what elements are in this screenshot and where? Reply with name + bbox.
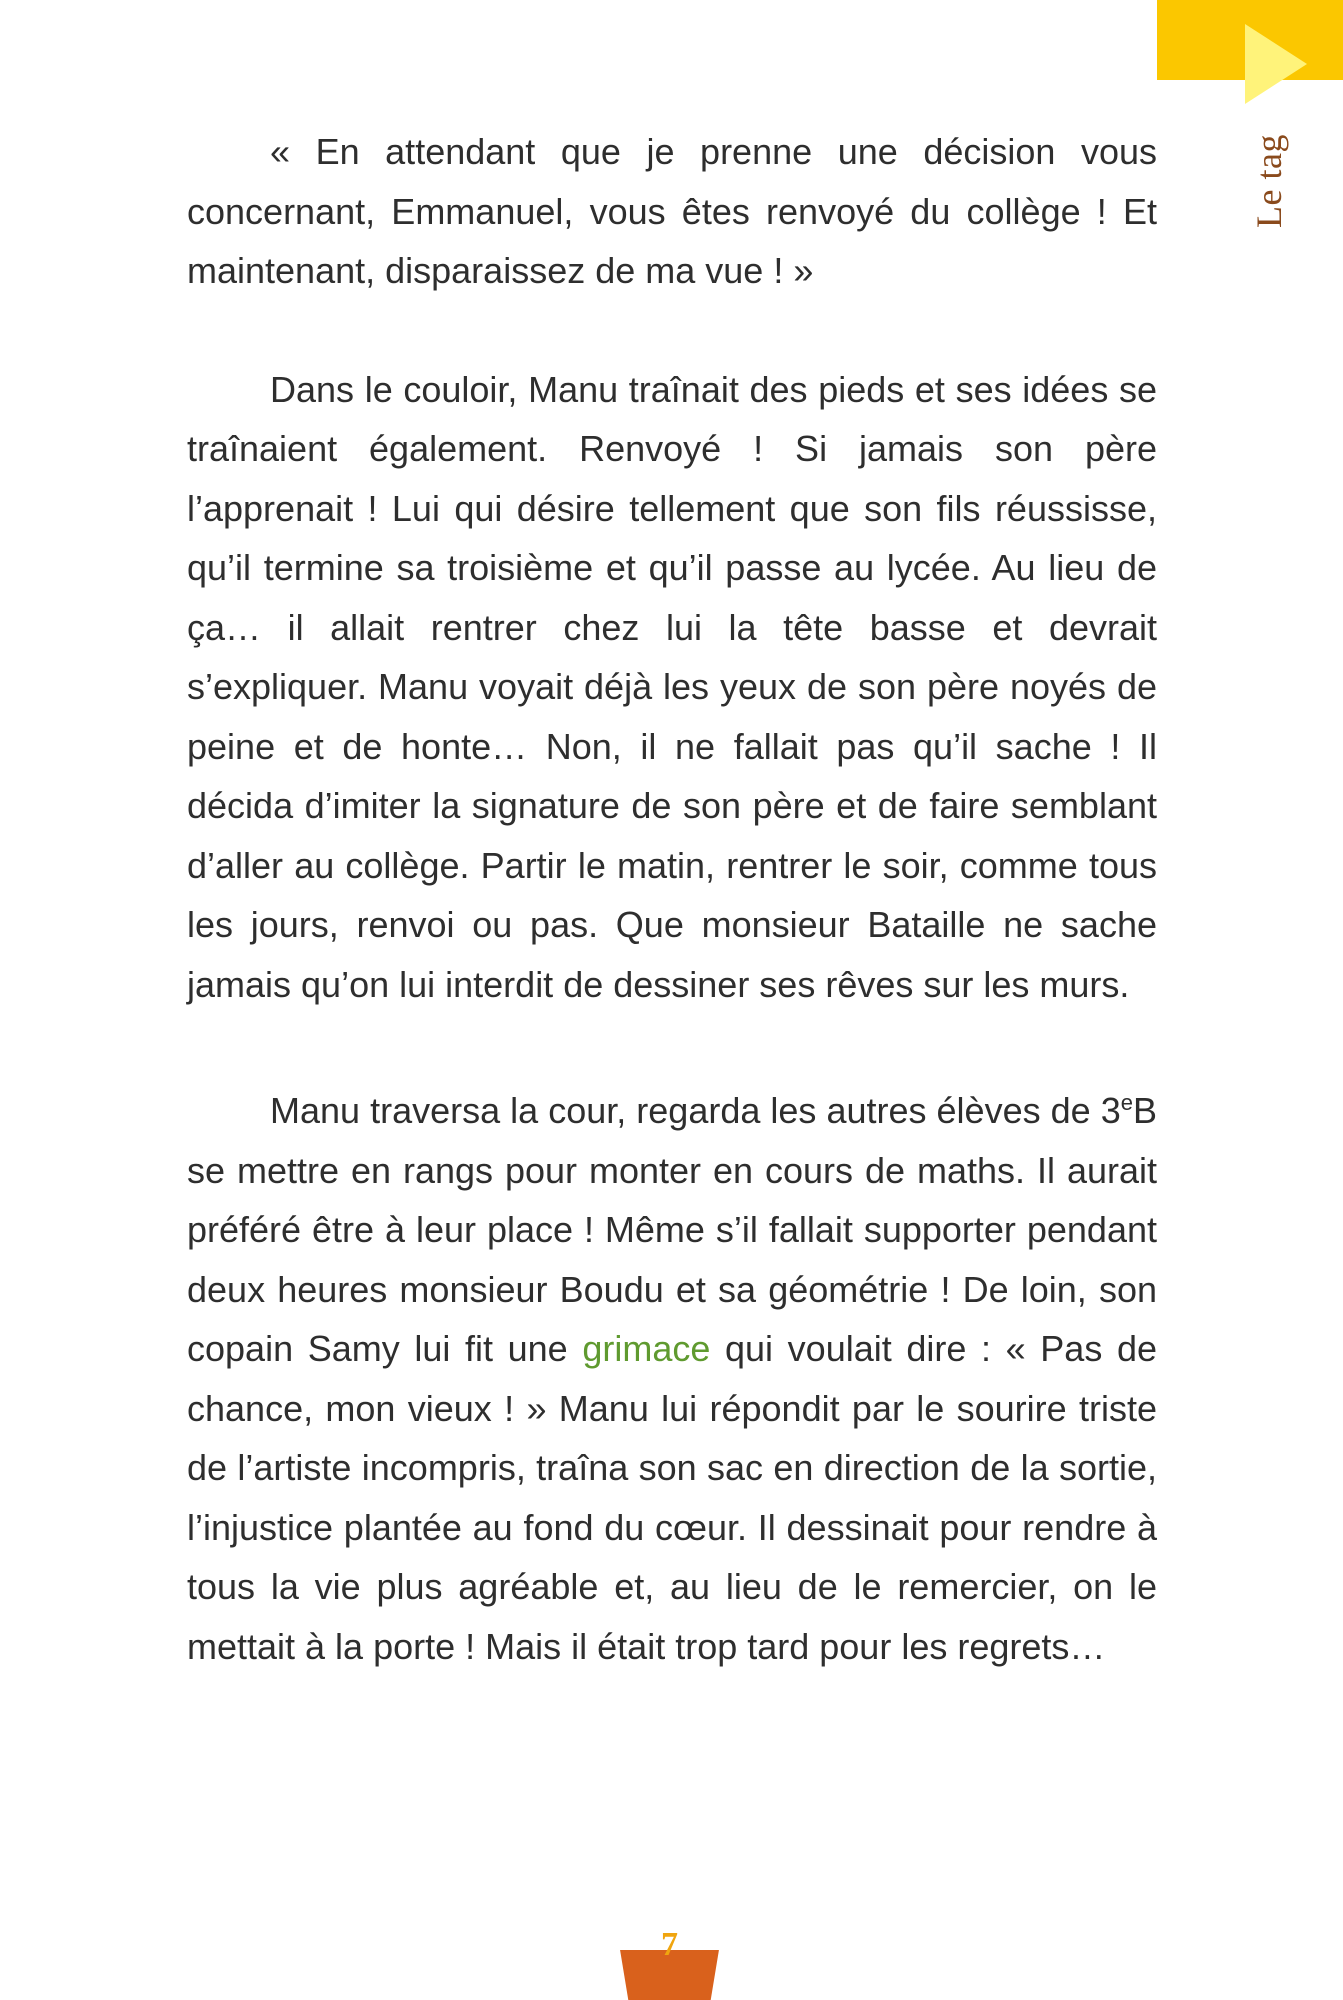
paragraph-3-part-c: qui voulait dire : « Pas de chance, mon vieux ! » Manu lui répondit par le sourire triste de l’artiste incompris, traîna son sac en direction de la sortie, l’injustice plantée au fond du cœur. Il dessinait pour rendre à tous la vie plus agréable et, au lieu de le remercier, on le mettait à la porte ! Mais il était trop tard pour les regrets… <box>187 1328 1157 1667</box>
paragraph-3-part-a: Manu traversa la cour, regarda les autres élèves de 3 <box>270 1090 1121 1131</box>
corner-arrow-icon <box>1245 24 1307 104</box>
paragraph-2: Dans le couloir, Manu traînait des pieds et ses idées se traînaient également. Renvoyé ! Si jamais son père l’apprenait ! Lui qui désire tellement que son fils réussisse, qu’il termine sa troisième et qu’il passe au lycée. Au lieu de ça… il allait rentrer chez lui la tête basse et devrait s’expliquer. Manu voyait déjà les yeux de son père noyés de peine et de honte… Non, il ne fallait pas qu’il sache ! Il décida d’imiter la signature de son père et de faire semblant d’aller au collège. Partir le matin, rentrer le soir, comme tous les jours, renvoi ou pas. Que monsieur Bataille ne sache jamais qu’on lui interdit de dessiner ses rêves sur les murs. <box>187 368 1157 1005</box>
paragraph-3-part-b: B se mettre en rangs pour monter en cours de maths. Il aurait préféré être à leur place ! Même s’il fallait supporter pendant deux heures monsieur Boudu et sa géométrie ! De loin, son copain Samy lui fit une <box>187 1090 1157 1369</box>
running-head <box>1188 128 1308 238</box>
page-number-tab <box>618 1926 721 2000</box>
paragraph-1: « En attendant que je prenne une décision vous concernant, Emmanuel, vous êtes renvoyé du collège ! Et maintenant, disparaissez de ma vue ! » <box>187 131 1157 291</box>
running-head-text: Le tag <box>1249 134 1289 228</box>
page-body <box>187 122 1157 1735</box>
glossary-word-grimace[interactable]: grimace <box>582 1328 711 1369</box>
page-number: 7 <box>661 1926 678 1963</box>
paragraph-3 <box>187 1073 1157 1676</box>
superscript-e: e <box>1120 1090 1133 1115</box>
